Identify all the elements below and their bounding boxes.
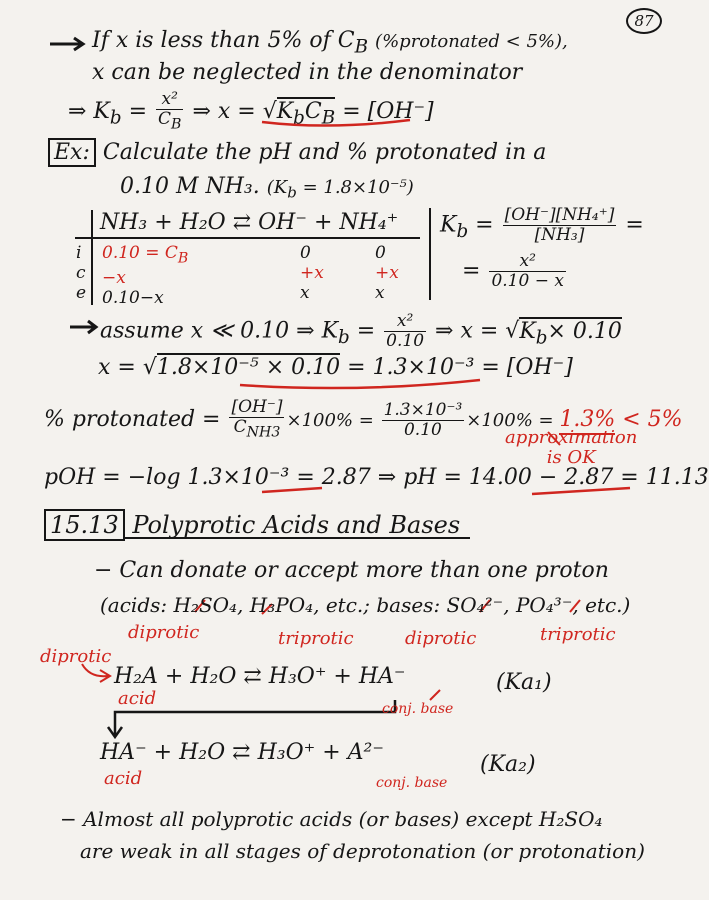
example-heading [48,140,546,166]
reaction-2-k: (Ka₂) [480,752,536,777]
assume-line: assume x ≪ 0.10 ⇒ $K_b$ = $\frac{\text{x²}}{0.10}$ ⇒ $x = √K_b\times 0.10$ [100,311,622,351]
poly-bullet-1: − Can donate or accept more than one proton [94,558,609,583]
assume-end: ⇒ x = √ [435,318,520,344]
assume-text: assume x ≪ 0.10 ⇒ K [100,318,339,344]
kb-lhs-sub: b [109,107,122,129]
radicand-k: K [276,99,294,125]
poh-pre: pOH = −log 1.3×10⁻³ = [44,465,322,490]
ice-i-sub: B [177,250,189,267]
reaction-2-acid: acid [104,768,143,789]
ice-e-oh: x [300,283,310,303]
assume-den: 0.10 [386,331,425,351]
x-radicand: 1.8×10⁻⁵ × 0.10 [156,355,341,380]
percent-lt: < 5% [615,407,683,433]
ice-header: NH₃ + H₂O ⇄ OH⁻ + NH₄⁺ [100,210,399,235]
section-number: 15.13 [44,509,125,541]
poly-bullet-1b: (acids: H₂SO₄, H₃PO₄, etc.; bases: SO₄²⁻, PO₄³⁻, etc.) [100,593,631,617]
example-line-2 [120,174,414,206]
rule-sub: B [354,36,369,58]
pf2-num: 1.3×10⁻³ [383,399,463,420]
reaction-1-k: (Ka₁) [496,670,552,695]
percent-mult-2: ×100% = [466,410,560,432]
label-diprotic-side: diprotic [40,646,112,667]
poly-bullet-2b: are weak in all stages of deprotonation (or protonation) [80,839,645,863]
assume-rad-sub: b [535,326,548,348]
ice-c-oh: +x [300,263,324,283]
assume-rad-rest: × 0.10 [547,318,622,344]
x-result: = 1.3×10⁻³ = [OH⁻] [340,355,573,380]
ice-e-nh4: x [375,283,385,303]
assume-radicand [519,317,622,348]
ph-value: 11.13 [645,465,709,490]
pf2-den: 0.10 [403,419,442,440]
percent-frac-1 [229,398,284,442]
percent-result: 1.3% [559,407,615,435]
kb-den-sub: B [171,116,182,133]
poly-bullet-2: − Almost all polyprotic acids (or bases) except H₂SO₄ [60,807,603,831]
pf1-den-sub: NH3 [246,424,281,441]
percent-lhs: % protonated = [44,407,228,433]
assume-sub: b [338,326,350,348]
radicand-c: C [304,99,322,125]
pf1-num: [OH⁻] [231,397,283,417]
ice-i-val [102,243,188,268]
kb-expr2-fraction [489,252,566,291]
ice-c-val: −x [102,268,126,289]
page-number: 87 [634,12,654,30]
rule-line-1 [92,28,568,60]
ice-e-val: 0.10−x [102,288,164,309]
equals: = [121,99,155,125]
kb-expr-fraction [503,206,617,245]
kb-expression-2: = $\frac{\text{x²}}{0.10 - x}$ [462,251,564,291]
approx-note-2: is OK [546,447,596,468]
example-kb-sub: b [287,183,297,202]
ice-i-nh4: 0 [375,243,386,263]
example-kb [266,177,414,202]
ice-i-text: 0.10 = C [102,243,178,263]
example-kb-label: (K [266,177,288,198]
pf1-den-text: C [233,417,247,437]
ice-label-i: i [76,243,82,263]
kb-fraction [156,90,183,134]
kb-expression: $K_b$ = $\frac{\text{[OH⁻][NH₄⁺]}}{\text{[NH₃]}}$ = [440,205,644,245]
ice-labels [76,243,86,303]
kb-expr-lhs: K [440,212,457,238]
reaction-1-base: conj. base [382,701,454,717]
label-triprotic-2: triprotic [540,624,616,645]
pf1-den [229,418,284,442]
assume-rad-k: K [519,318,536,344]
kb-lhs: ⇒ K [68,99,110,125]
poh-line [44,465,709,491]
poh-value: 2.87 [321,465,371,490]
section-title: Polyprotic Acids and Bases [132,511,461,539]
kb-num: x² [156,90,183,110]
ice-col-3 [375,243,399,303]
x-value-line [98,355,573,381]
example-kb-value: = 1.8×10⁻⁵) [296,177,414,198]
assume-num: x² [384,312,426,332]
kb-expr-sub: b [456,220,469,242]
radicand-c-sub: B [321,107,336,129]
approx-note-1: approximation [505,427,638,448]
kb-den [156,110,183,134]
label-triprotic-1: triprotic [278,628,354,649]
x-equals-sqrt: ⇒ x = √ [192,99,277,125]
approx-note [505,428,637,468]
ice-c-nh4: +x [375,263,399,283]
ice-label-c: c [76,263,86,283]
kb-expr-num: [OH⁻][NH₄⁺] [504,205,615,225]
kb-expr2-num: x² [489,252,566,272]
ph-calc: ⇒ pH = 14.00 − 2.87 = [370,465,646,490]
page-number-badge [626,8,662,34]
x-eq-sqrt: x = √ [98,355,157,380]
reaction-2-base: conj. base [376,775,448,791]
radicand [276,97,336,129]
radicand-k-sub: b [293,107,305,129]
percent-mult: ×100% = [286,410,380,432]
kb-expr2-den: 0.10 − x [491,271,564,291]
kb-expr-den: [NH₃] [534,225,585,245]
oh-result: = [OH⁻] [335,99,434,125]
kb-simplified-line [68,90,434,134]
ice-label-e: e [76,283,87,303]
reaction-1: H₂A + H₂O ⇄ H₃O⁺ + HA⁻ [114,664,406,689]
rule-paren: (%protonated < 5%), [375,31,568,52]
example-conc: 0.10 M NH₃. [120,174,260,199]
percent-frac-2 [382,401,465,440]
reaction-1-acid: acid [118,688,157,709]
example-text: Calculate the pH and % protonated in a [102,140,547,165]
kb-den-text: C [158,109,172,129]
rule-line-2: x can be neglected in the denominator [92,60,523,85]
label-diprotic-2: diprotic [405,628,477,649]
assume-fraction [384,312,426,351]
label-diprotic-1: diprotic [128,622,200,643]
ice-col-1 [102,243,188,308]
section-heading [44,512,460,538]
rule-text: If x is less than 5% of C [92,28,355,53]
ice-i-oh: 0 [300,243,311,263]
reaction-2: HA⁻ + H₂O ⇄ H₃O⁺ + A²⁻ [100,740,384,765]
ice-col-2 [300,243,324,303]
example-box: Ex: [48,138,96,167]
